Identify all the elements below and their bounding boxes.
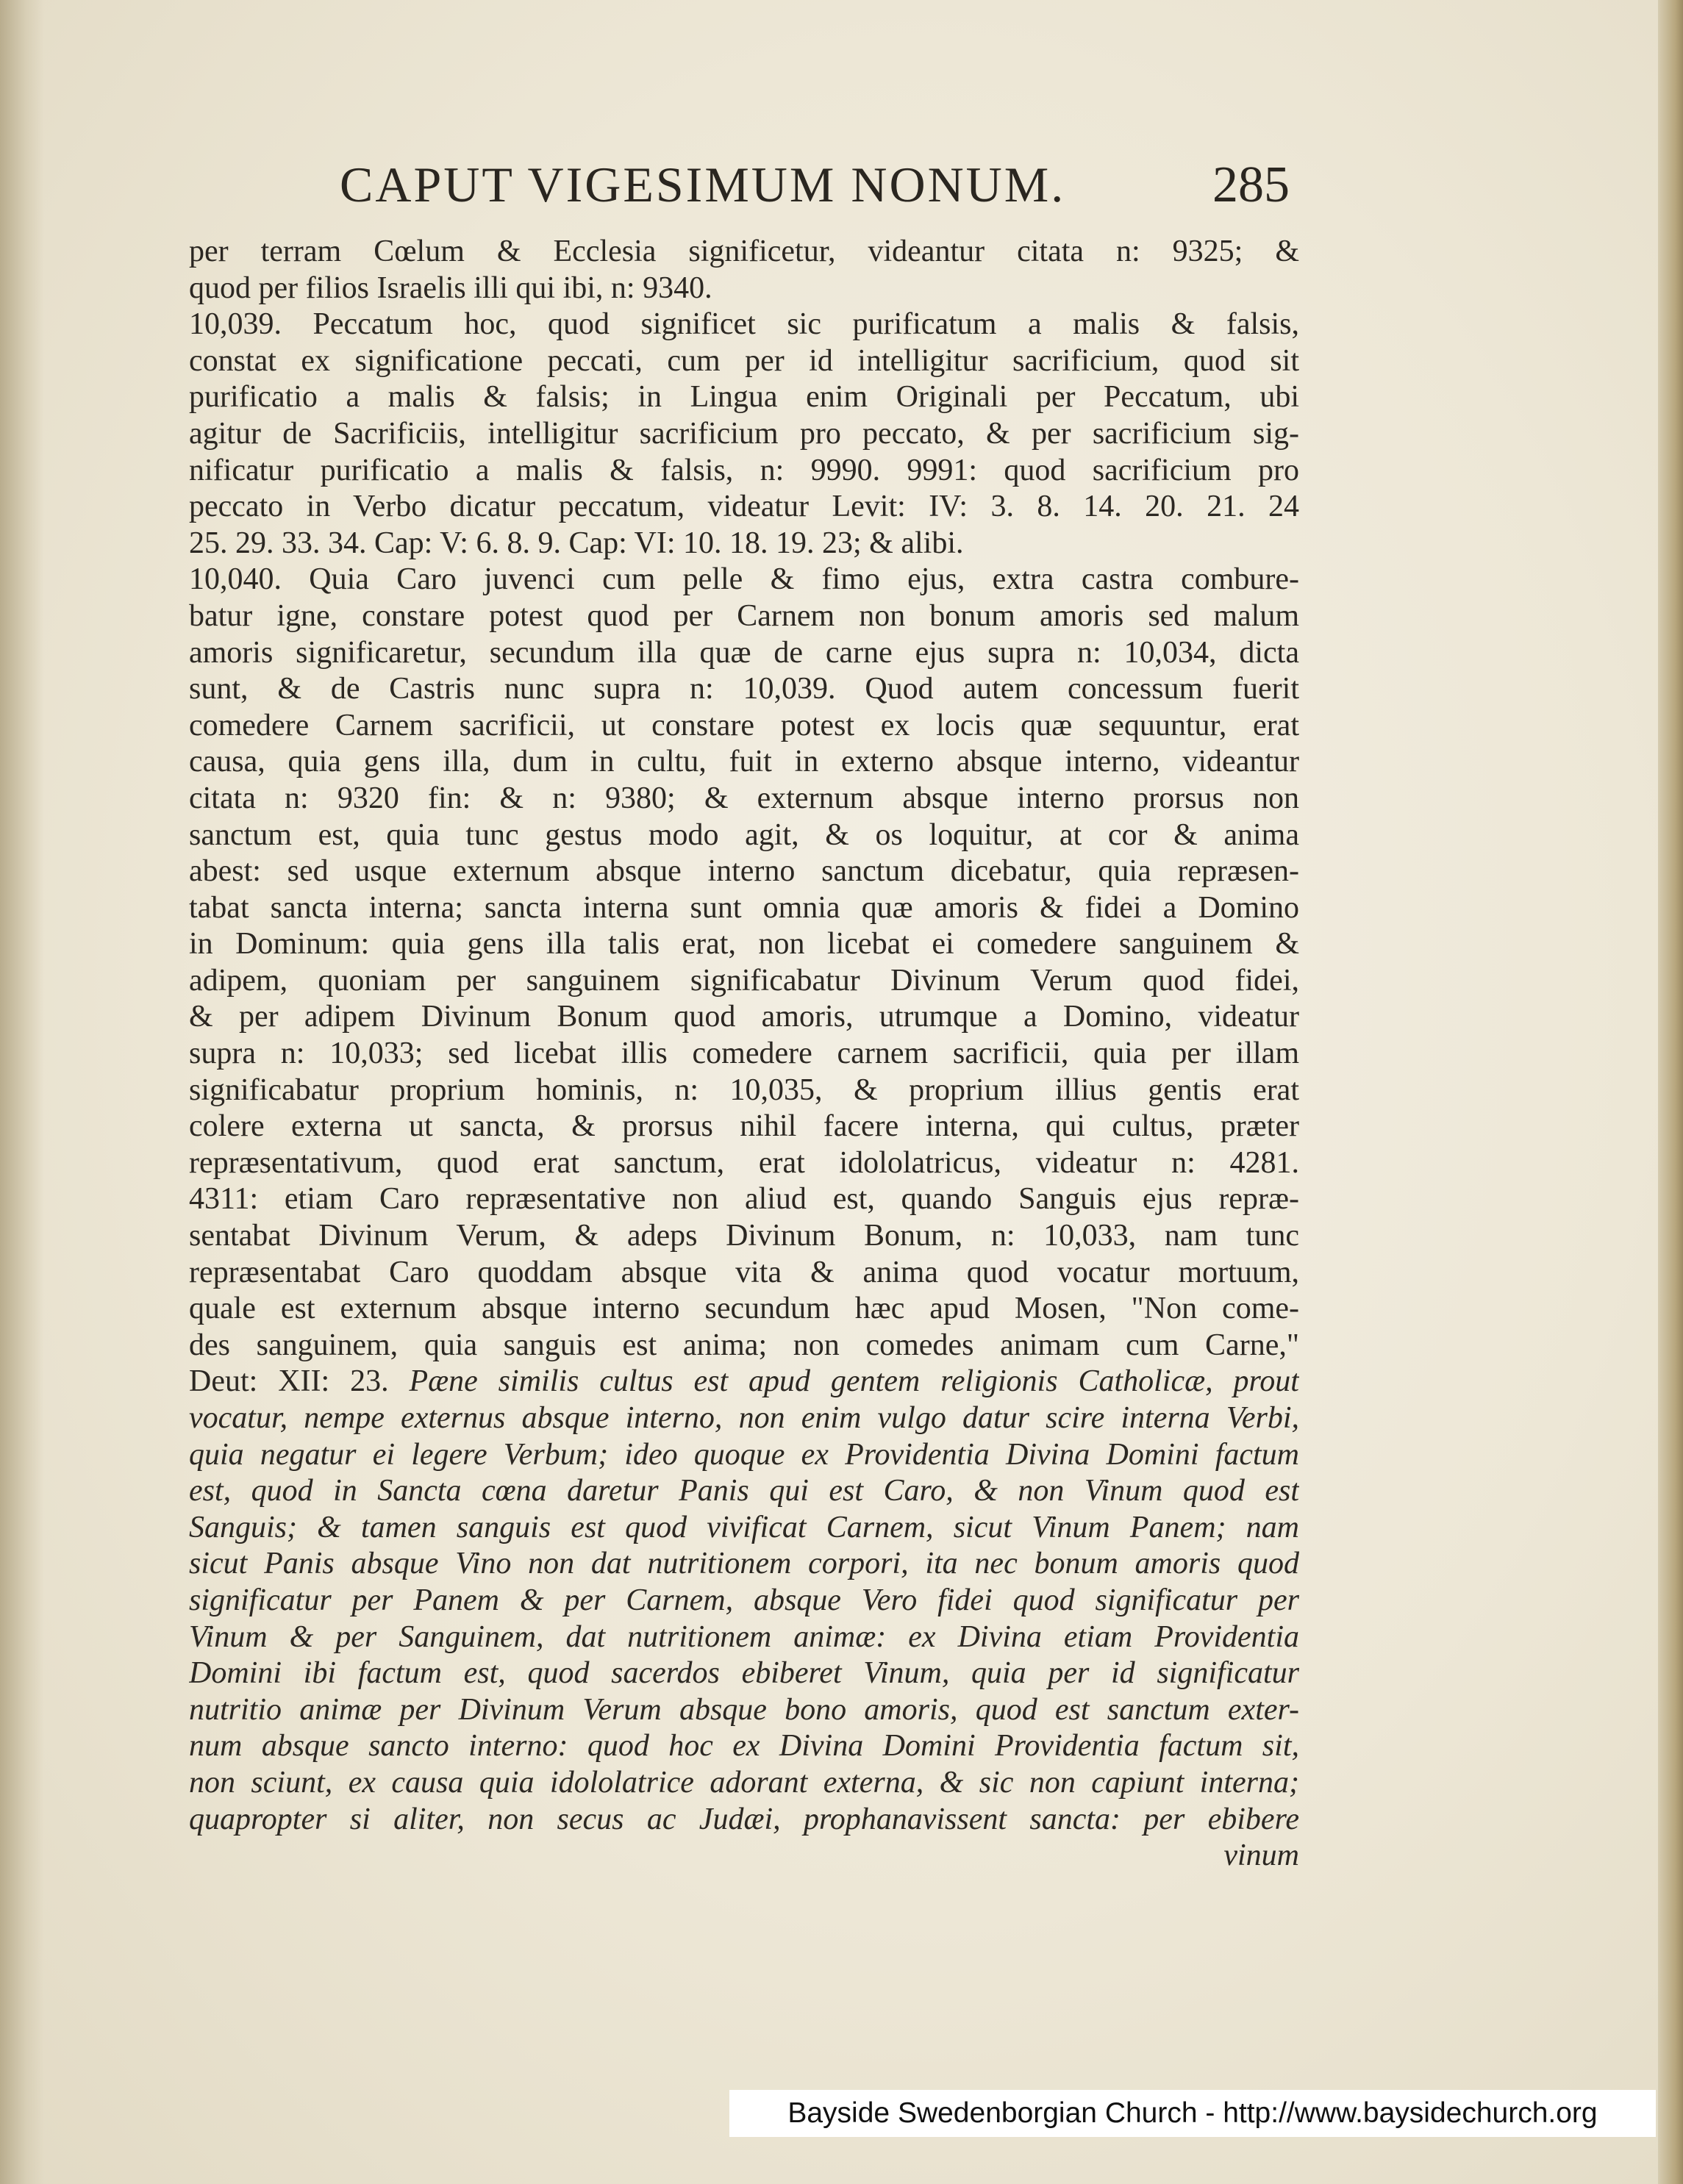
text-line: tabat sancta interna; sancta interna sunt omnia quæ amoris & fidei a Domino	[189, 890, 1299, 925]
text-line: comedere Carnem sacrificii, ut constare potest ex locis quæ sequuntur, erat	[189, 708, 1299, 742]
text-line: constat ex significatione peccati, cum per id intelligitur sacrificium, quod sit	[189, 343, 1299, 378]
text-line: adipem, quoniam per sanguinem significabatur Divinum Verum quod fidei,	[189, 963, 1299, 998]
text-line: causa, quia gens illa, dum in cultu, fuit in externo absque interno, videantur	[189, 745, 1299, 779]
text-line: quod per filios Israelis illi qui ibi, n: 9340.	[189, 271, 712, 305]
text-line: repræsentabat Caro quoddam absque vita & anima quod vocatur mortuum,	[189, 1255, 1299, 1289]
text-line: peccato in Verbo dicatur peccatum, videatur Levit: IV: 3. 8. 14. 20. 21. 24	[189, 490, 1299, 524]
text-line: significabatur proprium hominis, n: 10,035, & proprium illius gentis erat	[189, 1073, 1299, 1107]
page-header	[340, 156, 1290, 222]
text-line: abest: sed usque externum absque interno sanctum dicebatur, quia repræsen-	[189, 854, 1299, 889]
text-line	[189, 1364, 1299, 1400]
text-line: est, quod in Sancta cœna daretur Panis qui est Caro, & non Vinum quod est	[189, 1474, 1299, 1508]
text-line: repræsentativum, quod erat sanctum, erat idololatricus, videatur n: 4281.	[189, 1145, 1299, 1180]
text-line: colere externa ut sancta, & prorsus nihil facere interna, qui cultus, præter	[189, 1109, 1299, 1144]
text-line: Sanguis; & tamen sanguis est quod vivificat Carnem, sicut Vinum Panem; nam	[189, 1510, 1299, 1544]
text-line: per terram Cœlum & Ecclesia significetur, videantur citata n: 9325; &	[189, 234, 1299, 268]
text-line: sunt, & de Castris nunc supra n: 10,039. Quod autem concessum fuerit	[189, 672, 1299, 706]
text-line: sentabat Divinum Verum, & adeps Divinum Bonum, n: 10,033, nam tunc	[189, 1219, 1299, 1253]
text-line: significatur per Panem & per Carnem, absque Vero fidei quod significatur per	[189, 1583, 1299, 1617]
text-line: Domini ibi factum est, quod sacerdos ebiberet Vinum, quia per id significatur	[189, 1656, 1299, 1691]
text-line: 25. 29. 33. 34. Cap: V: 6. 8. 9. Cap: VI: 10. 18. 19. 23; & alibi.	[189, 526, 964, 560]
text-line: vocatur, nempe externus absque interno, non enim vulgo datur scire interna Verbi,	[189, 1401, 1299, 1435]
text-italic-segment: Pæne similis cultus est apud gentem religionis Catholicæ, prout	[409, 1364, 1299, 1399]
text-line: supra n: 10,033; sed licebat illis comedere carnem sacrificii, quia per illam	[189, 1036, 1299, 1071]
text-line: nutritio animæ per Divinum Verum absque bono amoris, quod est sanctum exter-	[189, 1692, 1299, 1727]
text-line: non sciunt, ex causa quia idololatrice adorant externa, & sic non capiunt interna;	[189, 1765, 1299, 1800]
text-line: des sanguinem, quia sanguis est anima; non comedes animam cum Carne,"	[189, 1328, 1299, 1362]
text-line: quapropter si aliter, non secus ac Judæi, prophanavissent sancta: per ebibere	[189, 1802, 1299, 1836]
text-line: agitur de Sacrificiis, intelligitur sacrificium pro peccato, & per sacrificium sig-	[189, 416, 1299, 451]
text-line: quia negatur ei legere Verbum; ideo quoque ex Providentia Divina Domini factum	[189, 1437, 1299, 1472]
body-text	[189, 234, 1299, 1875]
text-line: in Dominum: quia gens illa talis erat, non licebat ei comedere sanguinem &	[189, 927, 1299, 962]
binding-shadow	[0, 0, 44, 2184]
text-line: purificatio a malis & falsis; in Lingua enim Originali per Peccatum, ubi	[189, 380, 1299, 415]
text-line: sicut Panis absque Vino non dat nutritionem corpori, ita nec bonum amoris quod	[189, 1547, 1299, 1581]
text-line: vinum	[1223, 1839, 1299, 1873]
text-line: & per adipem Divinum Bonum quod amoris, utrumque a Domino, videatur	[189, 1000, 1299, 1034]
text-line: citata n: 9320 fin: & n: 9380; & externum absque interno prorsus non	[189, 781, 1299, 815]
text-line: 10,039. Peccatum hoc, quod significet sic purificatum a malis & falsis,	[189, 307, 1299, 342]
text-line: 4311: etiam Caro repræsentative non aliud est, quando Sanguis ejus repræ-	[189, 1182, 1299, 1217]
page-number: 285	[1212, 157, 1290, 213]
text-line: num absque sancto interno: quod hoc ex Divina Domini Providentia factum sit,	[189, 1729, 1299, 1764]
text-line: sanctum est, quia tunc gestus modo agit, & os loquitur, at cor & anima	[189, 817, 1299, 852]
text-line: nificatur purificatio a malis & falsis, n: 9990. 9991: quod sacrificium pro	[189, 453, 1299, 487]
running-head: CAPUT VIGESIMUM NONUM.	[340, 157, 1066, 212]
text-line: Vinum & per Sanguinem, dat nutritionem animæ: ex Divina etiam Providentia	[189, 1619, 1299, 1654]
footer-credit: Bayside Swedenborgian Church - http://www.baysidechurch.org	[729, 2090, 1656, 2137]
paper-edge	[1658, 0, 1683, 2184]
text-line: batur igne, constare potest quod per Carnem non bonum amoris sed malum	[189, 598, 1299, 633]
text-line: amoris significaretur, secundum illa quæ de carne ejus supra n: 10,034, dicta	[189, 635, 1299, 670]
text-line: quale est externum absque interno secundum hæc apud Mosen, "Non come-	[189, 1292, 1299, 1326]
text-line: 10,040. Quia Caro juvenci cum pelle & fimo ejus, extra castra combure-	[189, 562, 1299, 597]
text-roman-segment: Deut: XII: 23.	[189, 1364, 410, 1399]
